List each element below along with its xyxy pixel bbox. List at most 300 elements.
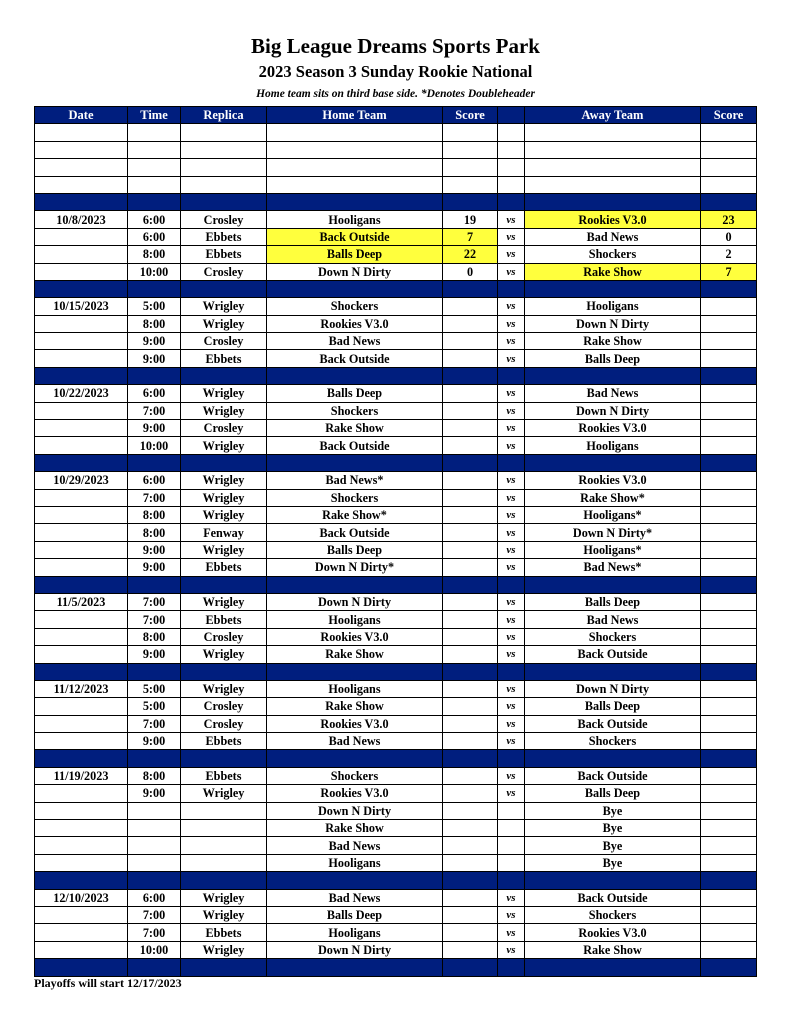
time-cell: 9:00: [128, 541, 181, 558]
home-score-cell: [443, 333, 498, 350]
date-cell: 10/22/2023: [35, 385, 128, 402]
home-team-cell: Hooligans: [267, 924, 443, 941]
replica-cell: [181, 854, 267, 871]
vs-cell: vs: [498, 420, 525, 437]
home-team-cell: Back Outside: [267, 437, 443, 454]
replica-cell: Ebbets: [181, 228, 267, 245]
time-cell: 9:00: [128, 559, 181, 576]
separator-cell: [181, 959, 267, 976]
table-row: [35, 941, 757, 958]
home-score-cell: [443, 506, 498, 523]
date-cell: 10/29/2023: [35, 472, 128, 489]
separator-cell: [128, 576, 181, 593]
date-cell: [35, 246, 128, 263]
away-score-cell: [701, 680, 757, 697]
home-team-cell: Down N Dirty: [267, 593, 443, 610]
time-cell: 6:00: [128, 889, 181, 906]
separator-cell: [128, 280, 181, 297]
separator-cell: [443, 193, 498, 210]
vs-cell: vs: [498, 472, 525, 489]
home-team-cell: Rookies V3.0: [267, 785, 443, 802]
away-score-cell: [701, 298, 757, 315]
replica-cell: Wrigley: [181, 646, 267, 663]
date-cell: [35, 802, 128, 819]
time-cell: 5:00: [128, 680, 181, 697]
date-cell: [35, 698, 128, 715]
vs-cell: vs: [498, 767, 525, 784]
separator-cell: [267, 576, 443, 593]
time-cell: 6:00: [128, 211, 181, 228]
vs-cell: [498, 141, 525, 158]
vs-cell: [498, 820, 525, 837]
date-cell: [35, 228, 128, 245]
table-row: [35, 820, 757, 837]
date-cell: [35, 524, 128, 541]
home-score-cell: 0: [443, 263, 498, 280]
col-header-vs: [498, 107, 525, 124]
home-team-cell: [267, 176, 443, 193]
replica-cell: Ebbets: [181, 733, 267, 750]
home-team-cell: [267, 141, 443, 158]
home-team-cell: Balls Deep: [267, 246, 443, 263]
time-cell: 7:00: [128, 906, 181, 923]
vs-cell: vs: [498, 541, 525, 558]
home-team-cell: Bad News: [267, 733, 443, 750]
separator-cell: [35, 193, 128, 210]
home-score-cell: [443, 420, 498, 437]
vs-cell: vs: [498, 559, 525, 576]
table-row: [35, 646, 757, 663]
home-score-cell: [443, 715, 498, 732]
home-score-cell: [443, 124, 498, 141]
table-row: [35, 889, 757, 906]
separator-cell: [128, 193, 181, 210]
separator-row: [35, 280, 757, 297]
home-score-cell: [443, 680, 498, 697]
date-cell: [35, 628, 128, 645]
away-score-cell: [701, 124, 757, 141]
time-cell: 9:00: [128, 420, 181, 437]
date-cell: [35, 906, 128, 923]
home-team-cell: Shockers: [267, 767, 443, 784]
separator-row: [35, 959, 757, 976]
separator-row: [35, 576, 757, 593]
date-cell: 10/8/2023: [35, 211, 128, 228]
away-score-cell: [701, 646, 757, 663]
table-row: [35, 628, 757, 645]
home-team-cell: Rookies V3.0: [267, 715, 443, 732]
vs-cell: [498, 176, 525, 193]
table-row: [35, 733, 757, 750]
away-score-cell: [701, 941, 757, 958]
time-cell: 5:00: [128, 698, 181, 715]
col-header-replica: Replica: [181, 107, 267, 124]
vs-cell: vs: [498, 698, 525, 715]
replica-cell: Crosley: [181, 420, 267, 437]
home-score-cell: 22: [443, 246, 498, 263]
away-team-cell: [525, 176, 701, 193]
away-score-cell: [701, 924, 757, 941]
home-team-cell: Bad News: [267, 889, 443, 906]
home-score-cell: [443, 820, 498, 837]
away-team-cell: [525, 124, 701, 141]
away-team-cell: Hooligans*: [525, 541, 701, 558]
replica-cell: Wrigley: [181, 680, 267, 697]
away-score-cell: [701, 315, 757, 332]
away-team-cell: Back Outside: [525, 767, 701, 784]
replica-cell: [181, 176, 267, 193]
away-score-cell: [701, 733, 757, 750]
away-team-cell: Balls Deep: [525, 785, 701, 802]
time-cell: [128, 141, 181, 158]
replica-cell: Wrigley: [181, 906, 267, 923]
away-score-cell: 23: [701, 211, 757, 228]
time-cell: 8:00: [128, 506, 181, 523]
home-team-cell: Rookies V3.0: [267, 315, 443, 332]
date-cell: 11/19/2023: [35, 767, 128, 784]
date-cell: [35, 854, 128, 871]
time-cell: [128, 854, 181, 871]
table-row: [35, 298, 757, 315]
replica-cell: Crosley: [181, 698, 267, 715]
away-team-cell: Bye: [525, 837, 701, 854]
away-score-cell: 0: [701, 228, 757, 245]
away-team-cell: Hooligans*: [525, 506, 701, 523]
vs-cell: vs: [498, 228, 525, 245]
away-team-cell: [525, 159, 701, 176]
home-team-cell: Rake Show: [267, 820, 443, 837]
separator-cell: [498, 193, 525, 210]
separator-row: [35, 750, 757, 767]
table-row: [35, 559, 757, 576]
home-score-cell: [443, 837, 498, 854]
time-cell: 9:00: [128, 333, 181, 350]
separator-cell: [525, 367, 701, 384]
replica-cell: Wrigley: [181, 785, 267, 802]
away-score-cell: [701, 541, 757, 558]
home-score-cell: [443, 350, 498, 367]
away-score-cell: [701, 559, 757, 576]
away-score-cell: 2: [701, 246, 757, 263]
date-cell: [35, 333, 128, 350]
separator-cell: [701, 750, 757, 767]
vs-cell: vs: [498, 315, 525, 332]
home-score-cell: [443, 906, 498, 923]
page-subtitle: 2023 Season 3 Sunday Rookie National: [258, 62, 533, 81]
replica-cell: Wrigley: [181, 941, 267, 958]
separator-cell: [443, 367, 498, 384]
replica-cell: Wrigley: [181, 298, 267, 315]
away-team-cell: Bye: [525, 820, 701, 837]
table-row: [35, 489, 757, 506]
date-cell: [35, 176, 128, 193]
away-team-cell: Balls Deep: [525, 593, 701, 610]
home-team-cell: Bad News*: [267, 472, 443, 489]
date-cell: [35, 124, 128, 141]
home-score-cell: [443, 472, 498, 489]
separator-cell: [35, 454, 128, 471]
away-score-cell: [701, 159, 757, 176]
away-score-cell: [701, 350, 757, 367]
vs-cell: vs: [498, 246, 525, 263]
vs-cell: [498, 159, 525, 176]
separator-cell: [181, 663, 267, 680]
separator-cell: [35, 576, 128, 593]
replica-cell: Wrigley: [181, 506, 267, 523]
separator-cell: [701, 367, 757, 384]
separator-cell: [181, 750, 267, 767]
separator-cell: [128, 959, 181, 976]
away-score-cell: [701, 767, 757, 784]
vs-cell: vs: [498, 924, 525, 941]
time-cell: 9:00: [128, 785, 181, 802]
table-row: [35, 785, 757, 802]
replica-cell: Crosley: [181, 211, 267, 228]
separator-cell: [443, 663, 498, 680]
away-team-cell: Shockers: [525, 628, 701, 645]
separator-cell: [181, 280, 267, 297]
table-row: [35, 680, 757, 697]
schedule-note: Home team sits on third base side. *Denotes Doubleheader: [256, 88, 535, 100]
away-score-cell: [701, 506, 757, 523]
home-team-cell: Rake Show: [267, 420, 443, 437]
table-row: [35, 437, 757, 454]
separator-cell: [35, 280, 128, 297]
home-score-cell: [443, 802, 498, 819]
table-row: [35, 802, 757, 819]
separator-cell: [443, 280, 498, 297]
replica-cell: Wrigley: [181, 541, 267, 558]
replica-cell: Ebbets: [181, 246, 267, 263]
away-score-cell: [701, 837, 757, 854]
away-team-cell: Rookies V3.0: [525, 472, 701, 489]
date-cell: [35, 315, 128, 332]
away-team-cell: Rake Show: [525, 333, 701, 350]
away-team-cell: Back Outside: [525, 889, 701, 906]
separator-cell: [128, 872, 181, 889]
away-team-cell: Balls Deep: [525, 350, 701, 367]
away-team-cell: Balls Deep: [525, 698, 701, 715]
separator-cell: [701, 576, 757, 593]
separator-row: [35, 193, 757, 210]
away-team-cell: Rake Show: [525, 263, 701, 280]
separator-cell: [701, 663, 757, 680]
replica-cell: Wrigley: [181, 593, 267, 610]
home-team-cell: Down N Dirty: [267, 802, 443, 819]
time-cell: 7:00: [128, 924, 181, 941]
away-score-cell: [701, 715, 757, 732]
home-team-cell: Back Outside: [267, 350, 443, 367]
away-score-cell: [701, 385, 757, 402]
home-team-cell: Rake Show*: [267, 506, 443, 523]
separator-cell: [701, 872, 757, 889]
home-team-cell: Down N Dirty: [267, 941, 443, 958]
away-team-cell: Back Outside: [525, 646, 701, 663]
time-cell: 7:00: [128, 715, 181, 732]
home-team-cell: Shockers: [267, 298, 443, 315]
time-cell: 8:00: [128, 246, 181, 263]
home-team-cell: Hooligans: [267, 854, 443, 871]
date-cell: [35, 541, 128, 558]
date-cell: [35, 141, 128, 158]
time-cell: 7:00: [128, 593, 181, 610]
separator-cell: [498, 367, 525, 384]
separator-cell: [267, 454, 443, 471]
vs-cell: vs: [498, 906, 525, 923]
separator-cell: [128, 367, 181, 384]
away-team-cell: Hooligans: [525, 437, 701, 454]
date-cell: [35, 350, 128, 367]
replica-cell: Wrigley: [181, 402, 267, 419]
date-cell: [35, 420, 128, 437]
separator-cell: [267, 750, 443, 767]
table-row: [35, 541, 757, 558]
away-score-cell: [701, 785, 757, 802]
away-score-cell: [701, 611, 757, 628]
replica-cell: Ebbets: [181, 611, 267, 628]
vs-cell: vs: [498, 506, 525, 523]
date-cell: 11/5/2023: [35, 593, 128, 610]
separator-cell: [701, 193, 757, 210]
table-row: [35, 211, 757, 228]
separator-cell: [267, 367, 443, 384]
separator-cell: [525, 750, 701, 767]
separator-cell: [525, 959, 701, 976]
away-score-cell: [701, 489, 757, 506]
replica-cell: Wrigley: [181, 489, 267, 506]
away-team-cell: [525, 141, 701, 158]
replica-cell: Wrigley: [181, 889, 267, 906]
date-cell: [35, 941, 128, 958]
separator-cell: [498, 454, 525, 471]
date-cell: [35, 506, 128, 523]
time-cell: 8:00: [128, 767, 181, 784]
footer-note: Playoffs will start 12/17/2023: [34, 976, 182, 990]
vs-cell: [498, 124, 525, 141]
replica-cell: Ebbets: [181, 924, 267, 941]
date-cell: [35, 715, 128, 732]
away-score-cell: [701, 628, 757, 645]
table-row: [35, 263, 757, 280]
replica-cell: Ebbets: [181, 767, 267, 784]
away-team-cell: Hooligans: [525, 298, 701, 315]
time-cell: 5:00: [128, 298, 181, 315]
time-cell: 10:00: [128, 437, 181, 454]
time-cell: 9:00: [128, 646, 181, 663]
time-cell: 10:00: [128, 941, 181, 958]
separator-cell: [267, 663, 443, 680]
home-score-cell: [443, 698, 498, 715]
away-score-cell: [701, 141, 757, 158]
vs-cell: vs: [498, 646, 525, 663]
away-score-cell: [701, 820, 757, 837]
separator-cell: [498, 663, 525, 680]
time-cell: [128, 802, 181, 819]
time-cell: 8:00: [128, 628, 181, 645]
table-row: [35, 124, 757, 141]
separator-cell: [35, 959, 128, 976]
home-team-cell: Hooligans: [267, 611, 443, 628]
home-team-cell: Shockers: [267, 402, 443, 419]
away-team-cell: Back Outside: [525, 715, 701, 732]
away-score-cell: [701, 437, 757, 454]
table-row: [35, 698, 757, 715]
vs-cell: vs: [498, 889, 525, 906]
date-cell: [35, 924, 128, 941]
table-row: [35, 159, 757, 176]
date-cell: 11/12/2023: [35, 680, 128, 697]
home-team-cell: Balls Deep: [267, 385, 443, 402]
replica-cell: [181, 837, 267, 854]
table-row: [35, 246, 757, 263]
replica-cell: Crosley: [181, 628, 267, 645]
separator-cell: [181, 367, 267, 384]
table-row: [35, 141, 757, 158]
separator-cell: [525, 454, 701, 471]
replica-cell: Crosley: [181, 263, 267, 280]
away-team-cell: Down N Dirty*: [525, 524, 701, 541]
home-score-cell: [443, 559, 498, 576]
vs-cell: vs: [498, 628, 525, 645]
time-cell: 9:00: [128, 350, 181, 367]
replica-cell: Wrigley: [181, 437, 267, 454]
replica-cell: [181, 124, 267, 141]
home-team-cell: Rake Show: [267, 646, 443, 663]
separator-cell: [181, 454, 267, 471]
col-header-time: Time: [128, 107, 181, 124]
separator-cell: [443, 872, 498, 889]
home-score-cell: [443, 176, 498, 193]
replica-cell: Wrigley: [181, 385, 267, 402]
home-team-cell: Hooligans: [267, 211, 443, 228]
away-score-cell: [701, 524, 757, 541]
away-team-cell: Bad News: [525, 228, 701, 245]
replica-cell: Ebbets: [181, 559, 267, 576]
table-row: [35, 385, 757, 402]
home-score-cell: [443, 889, 498, 906]
vs-cell: vs: [498, 715, 525, 732]
away-score-cell: [701, 472, 757, 489]
home-score-cell: [443, 385, 498, 402]
vs-cell: vs: [498, 941, 525, 958]
time-cell: [128, 176, 181, 193]
away-team-cell: Rake Show: [525, 941, 701, 958]
home-score-cell: [443, 402, 498, 419]
time-cell: 8:00: [128, 315, 181, 332]
schedule-table: [34, 106, 757, 977]
away-team-cell: Down N Dirty: [525, 315, 701, 332]
replica-cell: [181, 159, 267, 176]
vs-cell: [498, 854, 525, 871]
date-cell: [35, 402, 128, 419]
separator-row: [35, 454, 757, 471]
vs-cell: vs: [498, 733, 525, 750]
separator-cell: [181, 872, 267, 889]
col-header-away-score: Score: [701, 107, 757, 124]
table-row: [35, 837, 757, 854]
away-score-cell: 7: [701, 263, 757, 280]
separator-cell: [498, 959, 525, 976]
date-cell: [35, 559, 128, 576]
home-team-cell: Balls Deep: [267, 906, 443, 923]
away-team-cell: Bad News*: [525, 559, 701, 576]
vs-cell: vs: [498, 402, 525, 419]
away-team-cell: Down N Dirty: [525, 402, 701, 419]
home-team-cell: Balls Deep: [267, 541, 443, 558]
table-row: [35, 420, 757, 437]
vs-cell: [498, 837, 525, 854]
vs-cell: vs: [498, 437, 525, 454]
